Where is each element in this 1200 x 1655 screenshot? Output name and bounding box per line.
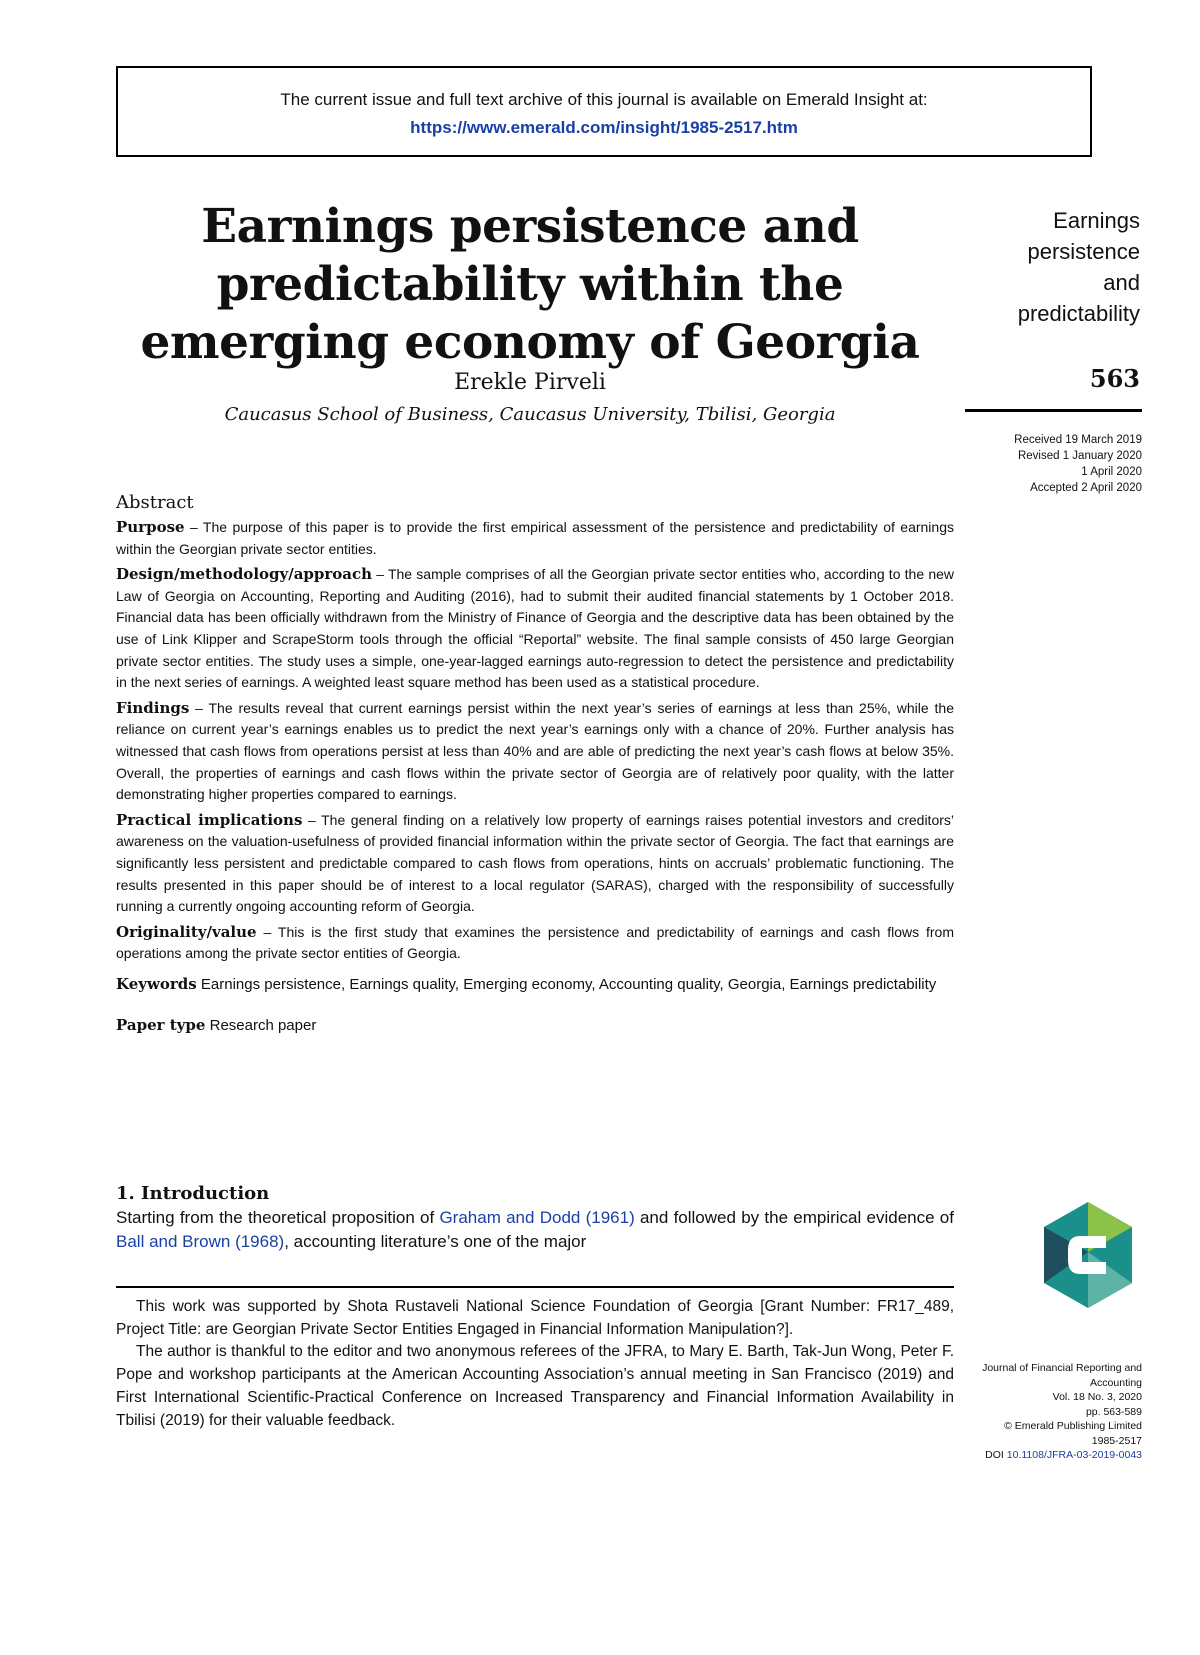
paper-title: Earnings persistence and predictability within the emerging economy of Georgia [140, 199, 920, 370]
abstract-originality [116, 922, 954, 965]
abstract-label: Design/methodology/approach [116, 565, 373, 584]
banner-link[interactable]: https://www.emerald.com/insight/1985-2517.htm [410, 118, 798, 137]
date-line: Accepted 2 April 2020 [1030, 482, 1142, 494]
date-line: 1 April 2020 [1081, 466, 1142, 478]
journal-info [958, 1361, 1142, 1463]
abstract-text: – The general finding on a relatively low property of earnings raises potential investors and creditors’ awareness on the valuation-usefulness of provided financial information within the private sector of Georgia. The fact that earnings are significantly less persistent and predictable compared to cash flows from operations, hints on accruals’ problematic functioning. The results presented in this paper should be of interest to a local regulator (SARAS), charged with the responsibility of successfully running a currently ongoing accounting reform of Georgia. [116, 811, 955, 915]
abstract-findings [116, 698, 954, 806]
archive-banner [116, 66, 1092, 157]
author-name: Erekle Pirveli [454, 370, 606, 395]
keywords-text: Earnings persistence, Earnings quality, Emerging economy, Accounting quality, Georgia, Earnings predictability [196, 975, 937, 993]
intro-text: , accounting literature’s one of the major [284, 1232, 587, 1251]
running-title-line: and [1103, 270, 1140, 295]
abstract-purpose [116, 517, 954, 560]
keywords-label: Keywords [116, 974, 197, 993]
abstract [116, 492, 954, 1034]
running-title [960, 205, 1140, 329]
intro-text: and followed by the empirical evidence of [634, 1208, 954, 1227]
intro-text: Starting from the theoretical proposition of [116, 1208, 440, 1227]
abstract-text: – The sample comprises of all the Georgian private sector entities who, according to the new Law of Georgia on Accounting, Reporting and Auditing (2016), had to submit their audited financial statements by 1 October 2018. Financial data has been officially withdrawn from the Ministry of Finance of Georgia and the descriptive data has been obtained by the use of Link Klipper and ScrapeStorm tools through the official “Reportal” website. The final sample consists of 450 large Georgian private sector entities. The study uses a simple, one-year-lagged earnings auto-regression to detect the persistence and predictability in the next series of earnings. A weighted least square method has been used as a statistical procedure. [116, 566, 954, 691]
citation-link[interactable]: Ball and Brown (1968) [116, 1232, 285, 1251]
citation-link[interactable]: Graham and Dodd (1961) [439, 1208, 635, 1227]
paper-type-text: Research paper [205, 1016, 317, 1034]
introduction [116, 1183, 954, 1254]
date-line: Received 19 March 2019 [1014, 434, 1142, 446]
submission-dates [960, 432, 1142, 496]
abstract-text: – The results reveal that current earnings persist within the next year’s series of earnings at less than 25%, while the reliance on current year’s earnings enables us to predict the next year’s earnings only with a chance of 20%. Further analysis has witnessed that cash flows from operations persist at less than 40% and are able of predicting the next year’s cash flows at below 35%. Overall, the properties of earnings and cash flows within the private sector of Georgia are of relatively poor quality, with the latter demonstrating higher properties compared to earnings. [116, 699, 954, 803]
journal-line: Vol. 18 No. 3, 2020 [1052, 1391, 1142, 1403]
journal-line: pp. 563-589 [1085, 1405, 1142, 1418]
doi-label: DOI [985, 1449, 1007, 1461]
running-title-line: persistence [1027, 239, 1140, 264]
footnote-divider [116, 1286, 954, 1288]
date-line: Revised 1 January 2020 [1017, 450, 1142, 462]
margin-divider [965, 409, 1142, 412]
page-number: 563 [1089, 364, 1140, 393]
footnote: This work was supported by Shota Rustaveli National Science Foundation of Georgia [Grant Number: FR17_489, Project Title: are Georgian Private Sector Entities Engaged in Financial Information Manipulation?]. [116, 1298, 954, 1338]
journal-line: Journal of Financial Reporting and [982, 1362, 1142, 1374]
banner-text: The current issue and full text archive of this journal is available on Emerald Insight at: [280, 90, 928, 109]
paper-type [116, 1016, 954, 1034]
footnote: The author is thankful to the editor and two anonymous referees of the JFRA, to Mary E. Barth, Tak-Jun Wong, Peter F. Pope and workshop participants at the American Accounting Association’s annual meeting in San Francisco (2019) and First International Scientific-Practical Conference on Increased Transparency and Financial Information Availability in Tbilisi (2019) for their valuable feedback. [116, 1343, 954, 1429]
abstract-design [116, 564, 954, 694]
abstract-implications [116, 810, 954, 918]
journal-line: Accounting [1090, 1376, 1142, 1389]
keywords [116, 973, 954, 996]
abstract-heading: Abstract [116, 492, 194, 513]
abstract-label: Practical implications [116, 810, 303, 829]
crossmark-logo-icon[interactable] [1040, 1200, 1136, 1310]
abstract-label: Purpose [116, 518, 185, 536]
paper-type-label: Paper type [116, 1015, 206, 1034]
intro-paragraph [116, 1206, 954, 1254]
journal-line: © Emerald Publishing Limited [1004, 1420, 1142, 1432]
journal-line: 1985-2517 [1091, 1434, 1142, 1447]
doi-line [958, 1448, 1142, 1463]
abstract-label: Findings [116, 698, 190, 717]
running-title-line: predictability [1017, 301, 1140, 326]
abstract-text: – This is the first study that examines the persistence and predictability of earnings and cash flows from operations among the private sector entities of Georgia. [116, 923, 954, 962]
running-title-line: Earnings [1053, 208, 1140, 233]
footnotes [116, 1296, 954, 1432]
doi-link[interactable]: 10.1108/JFRA-03-2019-0043 [1006, 1449, 1142, 1461]
section-heading: 1. Introduction [116, 1183, 270, 1204]
abstract-text: – The purpose of this paper is to provide the first empirical assessment of the persistence and predictability of earnings within the Georgian private sector entities. [116, 519, 954, 557]
author-affiliation: Caucasus School of Business, Caucasus University, Tbilisi, Georgia [224, 404, 836, 425]
abstract-label: Originality/value [116, 922, 257, 941]
